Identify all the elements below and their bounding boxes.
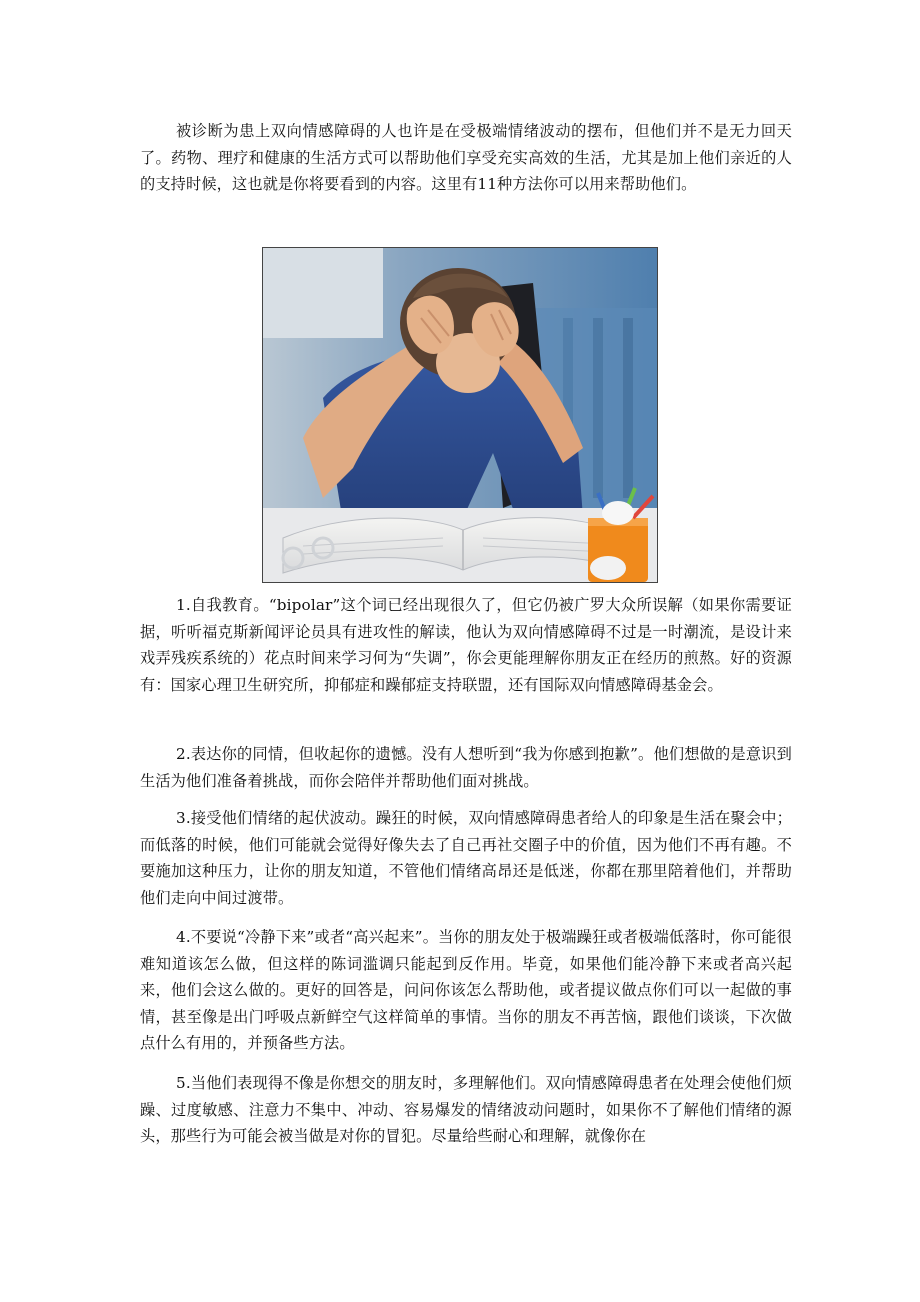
intro-paragraph: 被诊断为患上双向情感障碍的人也许是在受极端情绪波动的摆布，但他们并不是无力回天了。药物、理疗和健康的生活方式可以帮助他们享受充实高效的生活，尤其是加上他们亲近的人的支持时候，这也就是你将要看到的内容。这里有11种方法你可以用来帮助他们。 xyxy=(140,122,792,193)
tip-5-paragraph: 5.当他们表现得不像是你想交的朋友时，多理解他们。双向情感障碍患者在处理会使他们烦躁、过度敏感、注意力不集中、冲动、容易爆发的情绪波动问题时，如果你不了解他们情绪的源头，那些行为可能会被当做是对你的冒犯。尽量给些耐心和理解，就像你在 xyxy=(140,1074,792,1145)
tip-2-paragraph: 2.表达你的同情，但收起你的遗憾。没有人想听到“我为你感到抱歉”。他们想做的是意识到生活为他们准备着挑战，而你会陪伴并帮助他们面对挑战。 xyxy=(140,745,792,790)
stressed-student-photo xyxy=(262,247,658,583)
tip-4-paragraph: 4.不要说“冷静下来”或者“高兴起来”。当你的朋友处于极端躁狂或者极端低落时，你可能很难知道该怎么做，但这样的陈词滥调只能起到反作用。毕竟，如果他们能冷静下来或者高兴起来，他们会这么做的。更好的回答是，问问你该怎么帮助他，或者提议做点你们可以一起做的事情，甚至像是出门呼吸点新鲜空气这样简单的事情。当你的朋友不再苦恼，跟他们谈谈，下次做点什么有用的，并预备些方法。 xyxy=(140,928,792,1052)
tip-3-paragraph: 3.接受他们情绪的起伏波动。躁狂的时候，双向情感障碍患者给人的印象是生活在聚会中；而低落的时候，他们可能就会觉得好像失去了自己再社交圈子中的价值，因为他们不再有趣。不要施加这种压力，让你的朋友知道，不管他们情绪高昂还是低迷，你都在那里陪着他们，并帮助他们走向中间过渡带。 xyxy=(140,809,792,907)
photo-illustration xyxy=(263,248,657,582)
tip-1-paragraph: 1.自我教育。“bipolar”这个词已经出现很久了，但它仍被广罗大众所误解（如果你需要证据，听听福克斯新闻评论员具有进攻性的解读，他认为双向情感障碍不过是一时潮流，是设计来戏弄残疾系统的）花点时间来学习何为“失调”，你会更能理解你朋友正在经历的煎熬。好的资源有：国家心理卫生研究所，抑郁症和躁郁症支持联盟，还有国际双向情感障碍基金会。 xyxy=(140,596,792,694)
